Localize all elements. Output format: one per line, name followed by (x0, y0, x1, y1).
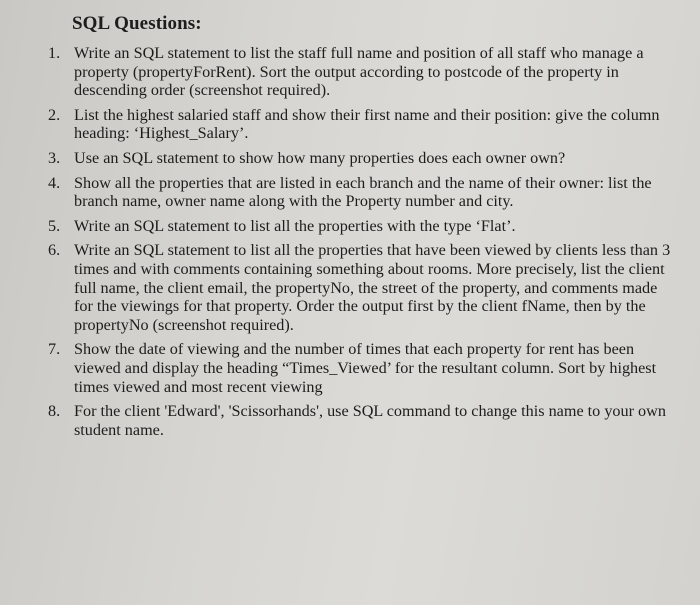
question-item-8 (38, 402, 678, 439)
question-text: Write an SQL statement to list all the properties that have been viewed by clients less than 3 times and with comments containing something about rooms. More precisely, list the client full name, the client email, the propertyNo, the street of the property, and comments made for the viewings for that property. Order the output first by the client fName, then by the propertyNo (screenshot required). (74, 241, 671, 334)
question-number: 5. (48, 216, 61, 235)
question-item-4 (38, 174, 678, 211)
question-item-7 (38, 340, 678, 396)
question-text: List the highest salaried staff and show their first name and their position: give the column heading: ‘Highest_Salary’. (74, 105, 660, 143)
question-text: Write an SQL statement to list all the properties with the type ‘Flat’. (74, 216, 516, 235)
document-title: SQL Questions: (72, 13, 202, 34)
question-number: 4. (48, 173, 61, 192)
question-item-3 (38, 149, 678, 168)
question-text: Use an SQL statement to show how many properties does each owner own? (74, 148, 566, 167)
question-number: 2. (48, 105, 61, 124)
question-number: 1. (48, 44, 61, 62)
question-text: Show the date of viewing and the number of times that each property for rent has been viewed and display the heading “Times_Viewed’ for the resultant column. Sort by highest times viewed and most recent viewing (74, 340, 657, 396)
question-item-2 (38, 106, 678, 143)
question-list (38, 44, 678, 445)
question-text: Write an SQL statement to list the staff full name and position of all staff who manage a property (propertyForRent). Sort the output according to postcode of the property in descending order (screenshot required). (74, 44, 644, 100)
question-item-5 (38, 217, 678, 236)
question-item-1 (38, 44, 678, 100)
question-text: For the client 'Edward', 'Scissorhands', use SQL command to change this name to your own student name. (74, 402, 666, 439)
question-number: 3. (48, 148, 61, 167)
question-number: 7. (48, 340, 61, 359)
question-item-6 (38, 241, 678, 334)
question-text: Show all the properties that are listed in each branch and the name of their owner: list the branch name, owner name along with the Property number and city. (74, 173, 652, 211)
question-number: 8. (48, 402, 61, 421)
question-number: 6. (48, 241, 61, 260)
